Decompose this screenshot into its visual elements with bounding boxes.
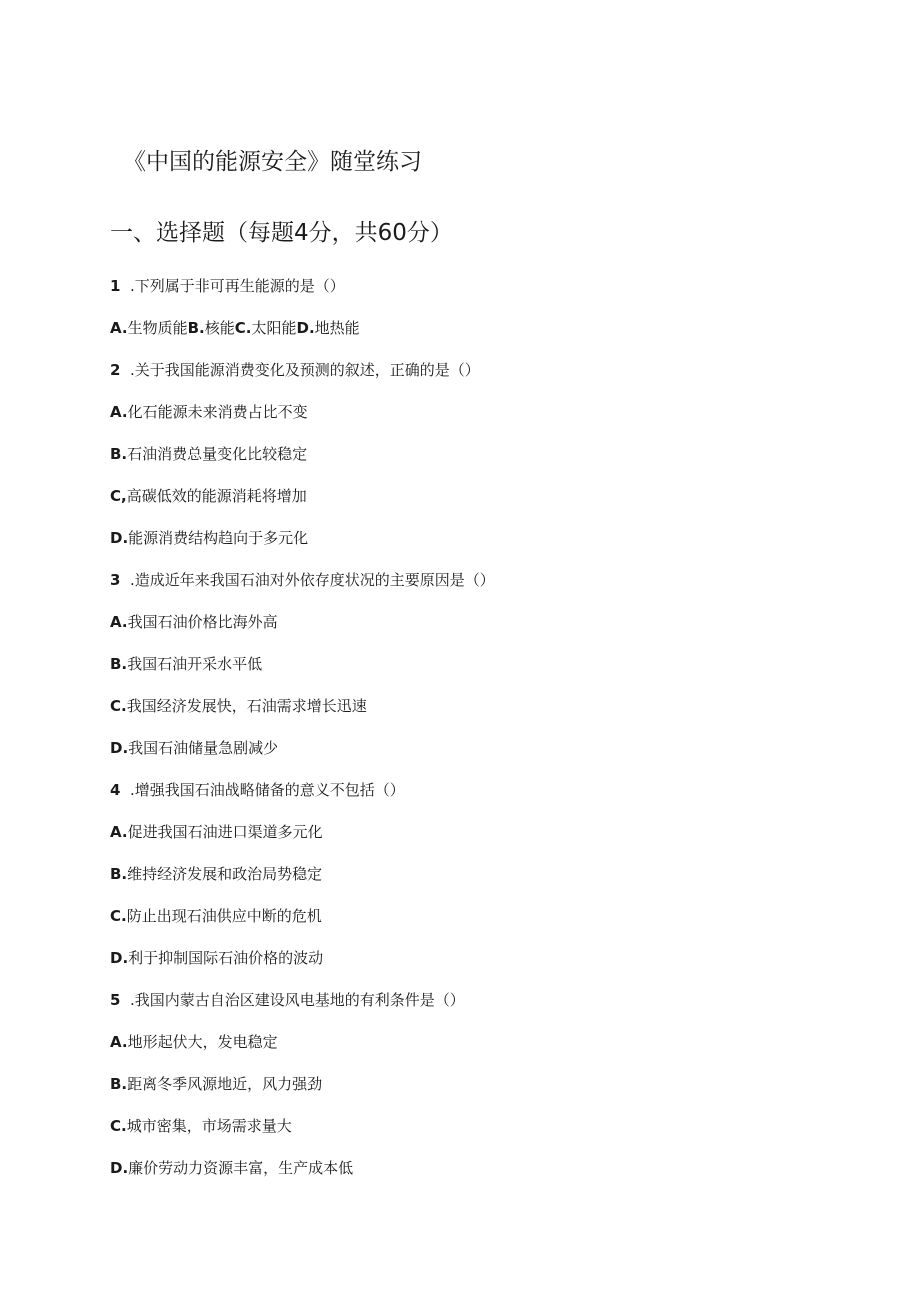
option-text: 核能 bbox=[204, 319, 235, 337]
option-text: 廉价劳动力资源丰富，生产成本低 bbox=[128, 1159, 354, 1177]
option-item bbox=[110, 401, 308, 423]
question-1 bbox=[110, 275, 345, 297]
option-letter: A. bbox=[110, 613, 128, 631]
option-text: 地形起伏大，发电稳定 bbox=[127, 1033, 278, 1051]
option-item bbox=[110, 1031, 278, 1053]
question-text: .我国内蒙古自治区建设风电基地的有利条件是（） bbox=[130, 991, 465, 1009]
option-item bbox=[110, 485, 307, 507]
option-letter: D. bbox=[110, 949, 129, 967]
option-item bbox=[110, 653, 262, 675]
question-number: 4 bbox=[110, 781, 121, 799]
option-text: 距离冬季风源地近，风力强劲 bbox=[127, 1075, 323, 1093]
option-item bbox=[110, 1115, 292, 1137]
option-letter: C. bbox=[110, 697, 127, 715]
option-text: 化石能源未来消费占比不变 bbox=[127, 403, 308, 421]
question-number: 1 bbox=[110, 277, 121, 295]
question-5 bbox=[110, 989, 465, 1011]
option-text: 我国石油储量急剧减少 bbox=[128, 739, 279, 757]
option-letter: A. bbox=[110, 1033, 128, 1051]
option-letter: D. bbox=[296, 319, 315, 337]
option-text: 利于抑制国际石油价格的波动 bbox=[128, 949, 324, 967]
option-text: 高碳低效的能源消耗将增加 bbox=[126, 487, 307, 505]
option-letter: B. bbox=[110, 655, 128, 673]
option-letter: C, bbox=[110, 487, 127, 505]
option-text: 石油消费总量变化比较稳定 bbox=[127, 445, 308, 463]
option-letter: B. bbox=[187, 319, 205, 337]
option-item bbox=[110, 527, 308, 549]
option-text: 我国石油开采水平低 bbox=[127, 655, 263, 673]
section-heading: 一、选择题（每题4分，共60分） bbox=[110, 220, 453, 246]
question-4 bbox=[110, 779, 405, 801]
question-number: 3 bbox=[110, 571, 121, 589]
option-item bbox=[110, 737, 278, 759]
option-letter: A. bbox=[110, 823, 128, 841]
question-3 bbox=[110, 569, 495, 591]
document-title: 《中国的能源安全》随堂练习 bbox=[123, 149, 422, 175]
option-item bbox=[110, 947, 323, 969]
question-2 bbox=[110, 359, 480, 381]
option-letter: B. bbox=[110, 865, 128, 883]
option-text: 防止出现石油供应中断的危机 bbox=[126, 907, 322, 925]
option-letter: D. bbox=[110, 1159, 129, 1177]
option-item bbox=[110, 443, 307, 465]
option-item bbox=[110, 863, 322, 885]
question-number: 5 bbox=[110, 991, 121, 1009]
question-1-options bbox=[110, 317, 360, 339]
option-item bbox=[110, 1073, 322, 1095]
option-letter: D. bbox=[110, 529, 129, 547]
question-text: .关于我国能源消费变化及预测的叙述，正确的是（） bbox=[130, 361, 480, 379]
option-letter: C. bbox=[110, 1117, 127, 1135]
question-text: .增强我国石油战略储备的意义不包括（） bbox=[130, 781, 405, 799]
question-text: .造成近年来我国石油对外依存度状况的主要原因是（） bbox=[130, 571, 495, 589]
option-text: 我国石油价格比海外高 bbox=[127, 613, 278, 631]
option-letter: D. bbox=[110, 739, 129, 757]
option-text: 能源消费结构趋向于多元化 bbox=[128, 529, 309, 547]
option-text: 城市密集，市场需求量大 bbox=[126, 1117, 292, 1135]
option-item bbox=[110, 905, 322, 927]
question-number: 2 bbox=[110, 361, 121, 379]
option-item bbox=[110, 611, 278, 633]
option-letter: A. bbox=[110, 319, 128, 337]
option-letter: B. bbox=[110, 445, 128, 463]
option-text: 地热能 bbox=[314, 319, 360, 337]
option-item bbox=[110, 1157, 353, 1179]
option-text: 生物质能 bbox=[127, 319, 188, 337]
option-item bbox=[110, 821, 323, 843]
option-text: 维持经济发展和政治局势稳定 bbox=[127, 865, 323, 883]
option-text: 我国经济发展快，石油需求增长迅速 bbox=[126, 697, 367, 715]
question-text: .下列属于非可再生能源的是（） bbox=[130, 277, 345, 295]
option-text: 太阳能 bbox=[251, 319, 297, 337]
option-letter: C. bbox=[110, 907, 127, 925]
option-item bbox=[110, 695, 367, 717]
option-text: 促进我国石油进口渠道多元化 bbox=[127, 823, 323, 841]
option-letter: A. bbox=[110, 403, 128, 421]
option-letter: C. bbox=[234, 319, 252, 337]
option-letter: B. bbox=[110, 1075, 128, 1093]
